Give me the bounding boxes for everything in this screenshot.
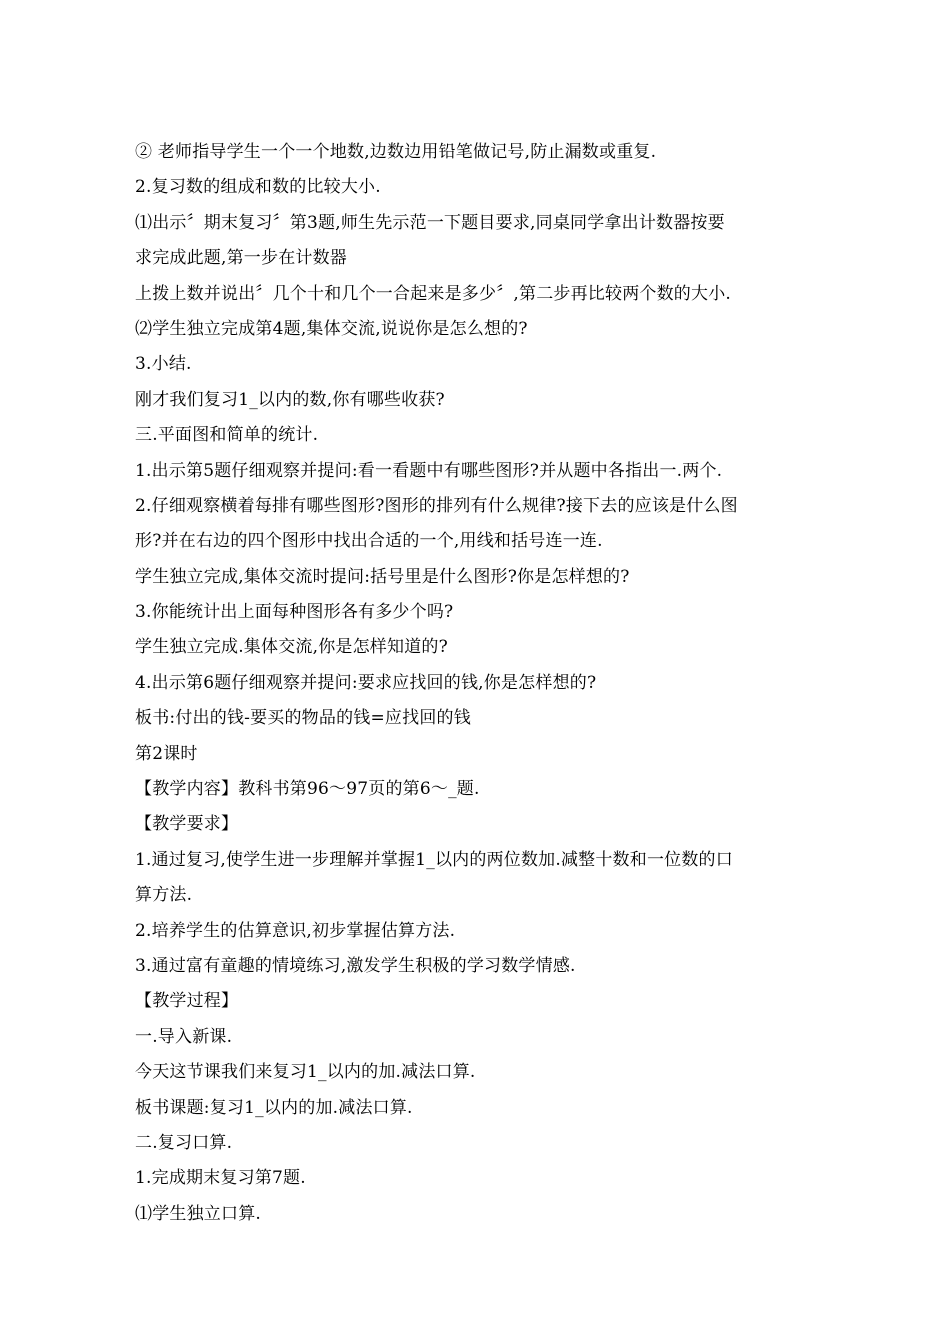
text-line: 学生独立完成,集体交流时提问:括号里是什么图形?你是怎样想的? <box>135 566 630 587</box>
text-line: 2.仔细观察横着每排有哪些图形?图形的排列有什么规律?接下去的应该是什么图 <box>135 495 738 516</box>
text-line: 1.出示第5题仔细观察并提问:看一看题中有哪些图形?并从题中各指出一.两个. <box>135 460 723 481</box>
document-body <box>135 135 825 1232</box>
text-line: 2.培养学生的估算意识,初步掌握估算方法. <box>135 920 456 941</box>
text-line: 板书:付出的钱-要买的物品的钱=应找回的钱 <box>135 708 471 729</box>
text-line: 4.出示第6题仔细观察并提问:要求应找回的钱,你是怎样想的? <box>135 672 597 693</box>
text-line: 上拨上数并说出〞几个十和几个一合起来是多少〞,第二步再比较两个数的大小. <box>135 283 732 304</box>
teaching-requirements-heading: 【教学要求】 <box>135 814 239 835</box>
text-line: 今天这节课我们来复习1_以内的加.减法口算. <box>135 1062 476 1083</box>
section-heading: 二.复习口算. <box>135 1132 233 1153</box>
section-heading: 一.导入新课. <box>135 1026 233 1047</box>
lesson-heading: 第2课时 <box>135 743 198 764</box>
text-line: 2.复习数的组成和数的比较大小. <box>135 177 381 198</box>
text-line: ⑵学生独立完成第4题,集体交流,说说你是怎么想的? <box>135 318 528 339</box>
text-line: 1.完成期末复习第7题. <box>135 1168 306 1189</box>
teaching-content: 【教学内容】教科书第96～97页的第6～_题. <box>135 779 480 800</box>
text-line: ⑴出示〞期末复习〞第3题,师生先示范一下题目要求,同桌同学拿出计数器按要 <box>135 212 725 233</box>
text-line: 求完成此题,第一步在计数器 <box>135 248 348 269</box>
text-line: 1.通过复习,使学生进一步理解并掌握1_以内的两位数加.减整十数和一位数的口 <box>135 849 733 870</box>
text-line: 3.小结. <box>135 354 192 375</box>
text-line: 刚才我们复习1_以内的数,你有哪些收获? <box>135 389 445 410</box>
text-line: ② 老师指导学生一个一个地数,边数边用铅笔做记号,防止漏数或重复. <box>135 142 657 162</box>
text-line: 3.你能统计出上面每种图形各有多少个吗? <box>135 602 454 623</box>
teaching-process-heading: 【教学过程】 <box>135 991 239 1012</box>
text-line: 形?并在右边的四个图形中找出合适的一个,用线和括号连一连. <box>135 531 603 552</box>
text-line: ⑴学生独立口算. <box>135 1203 262 1224</box>
text-line: 算方法. <box>135 885 193 906</box>
text-line: 3.通过富有童趣的情境练习,激发学生积极的学习数学情感. <box>135 955 576 976</box>
text-line: 板书课题:复习1_以内的加.减法口算. <box>135 1097 413 1118</box>
text-line: 学生独立完成.集体交流,你是怎样知道的? <box>135 637 448 658</box>
section-heading: 三.平面图和简单的统计. <box>135 425 319 446</box>
